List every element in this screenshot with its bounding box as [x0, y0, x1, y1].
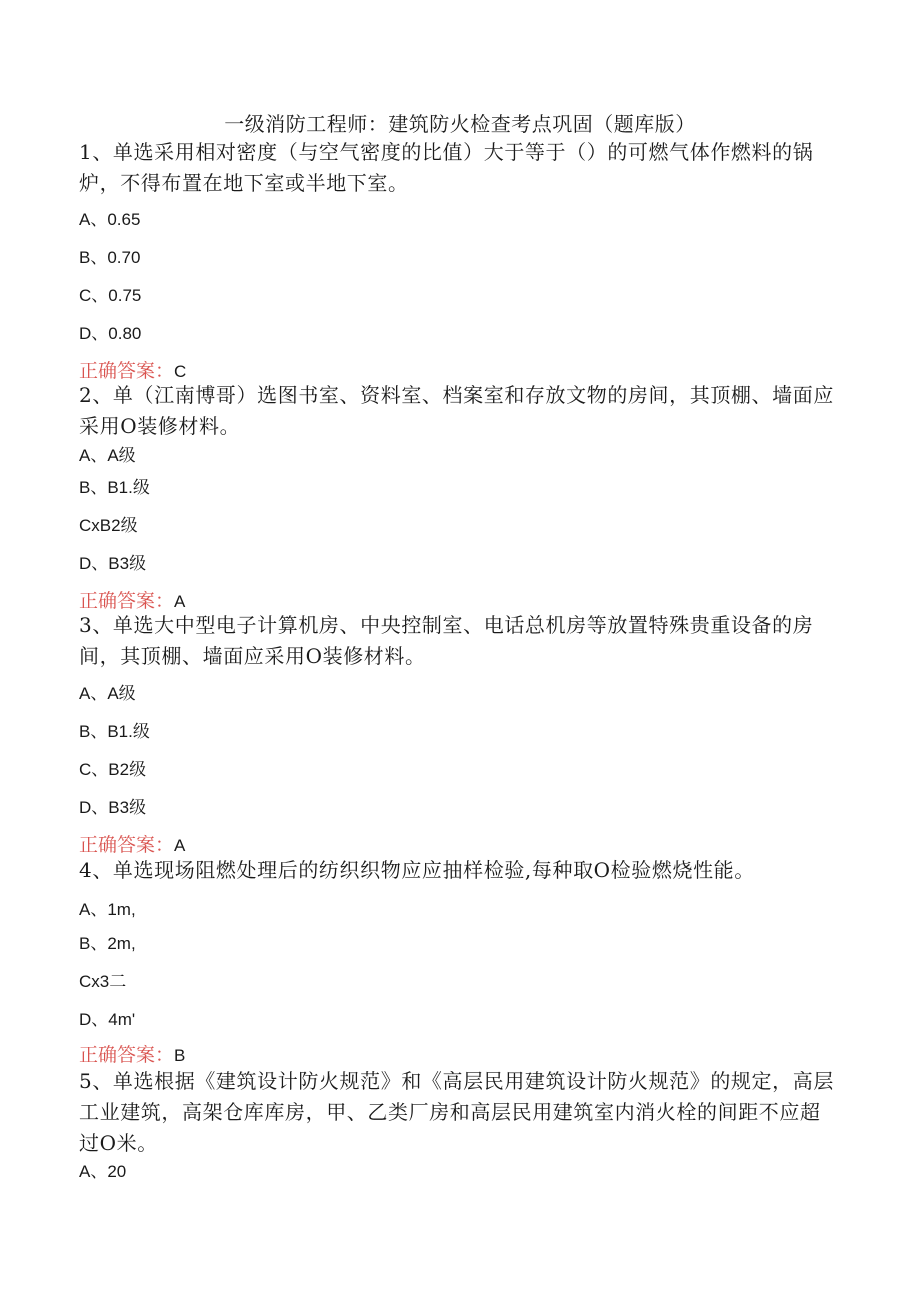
- question-3-option-a: A、A级: [79, 684, 136, 703]
- question-4-option-d: D、4m': [79, 1010, 136, 1029]
- question-2-option-c: CxB2级: [79, 516, 138, 535]
- question-1-text: 1、单选采用相对密度（与空气密度的比值）大于等于（）的可燃气体作燃料的锅炉，不得布置在地下室或半地下室。: [79, 140, 814, 195]
- document-title: 一级消防工程师：建筑防火检查考点巩固（题库版）: [224, 112, 696, 136]
- question-1-answer: [79, 356, 186, 383]
- question-4-option-c: Cx3二: [79, 972, 127, 991]
- question-4-answer: [79, 1040, 185, 1067]
- question-5-text: 5、单选根据《建筑设计防火规范》和《高层民用建筑设计防火规范》的规定，高层工业建筑，高架仓库库房，甲、乙类厂房和高层民用建筑室内消火栓的间距不应超过O米。: [79, 1069, 834, 1155]
- question-1-option-b: B、0.70: [79, 248, 141, 267]
- question-3-text: 3、单选大中型电子计算机房、中央控制室、电话总机房等放置特殊贵重设备的房间，其顶棚、墙面应采用O装修材料。: [79, 613, 814, 668]
- answer-label: 正确答案：: [79, 360, 175, 382]
- question-2-option-d: D、B3级: [79, 554, 147, 573]
- question-1-option-a: A、0.65: [79, 210, 141, 229]
- question-1-option-d: D、0.80: [79, 324, 142, 343]
- answer-label: 正确答案：: [79, 834, 175, 856]
- question-3-answer: [79, 830, 185, 857]
- question-4-text: 4、单选现场阻燃处理后的纺织织物应应抽样检验,每种取O检验燃烧性能。: [79, 858, 755, 882]
- answer-value: C: [174, 362, 187, 381]
- question-2-option-b: B、B1.级: [79, 478, 150, 497]
- answer-value: A: [174, 836, 186, 855]
- question-3-option-d: D、B3级: [79, 798, 147, 817]
- question-5-option-a: A、20: [79, 1162, 127, 1181]
- answer-value: A: [174, 592, 186, 611]
- question-2-text: 2、单（江南博哥）选图书室、资料室、档案室和存放文物的房间，其顶棚、墙面应采用O装修材料。: [79, 383, 834, 438]
- answer-value: B: [174, 1046, 186, 1065]
- answer-label: 正确答案：: [79, 1044, 175, 1066]
- question-2-answer: [79, 586, 185, 613]
- question-3-option-b: B、B1.级: [79, 722, 150, 741]
- question-4-option-b: B、2m,: [79, 934, 136, 953]
- question-3-option-c: C、B2级: [79, 760, 147, 779]
- question-4-option-a: A、1m,: [79, 900, 136, 919]
- answer-label: 正确答案：: [79, 590, 175, 612]
- question-2-option-a: A、A级: [79, 446, 136, 465]
- question-1-option-c: C、0.75: [79, 286, 142, 305]
